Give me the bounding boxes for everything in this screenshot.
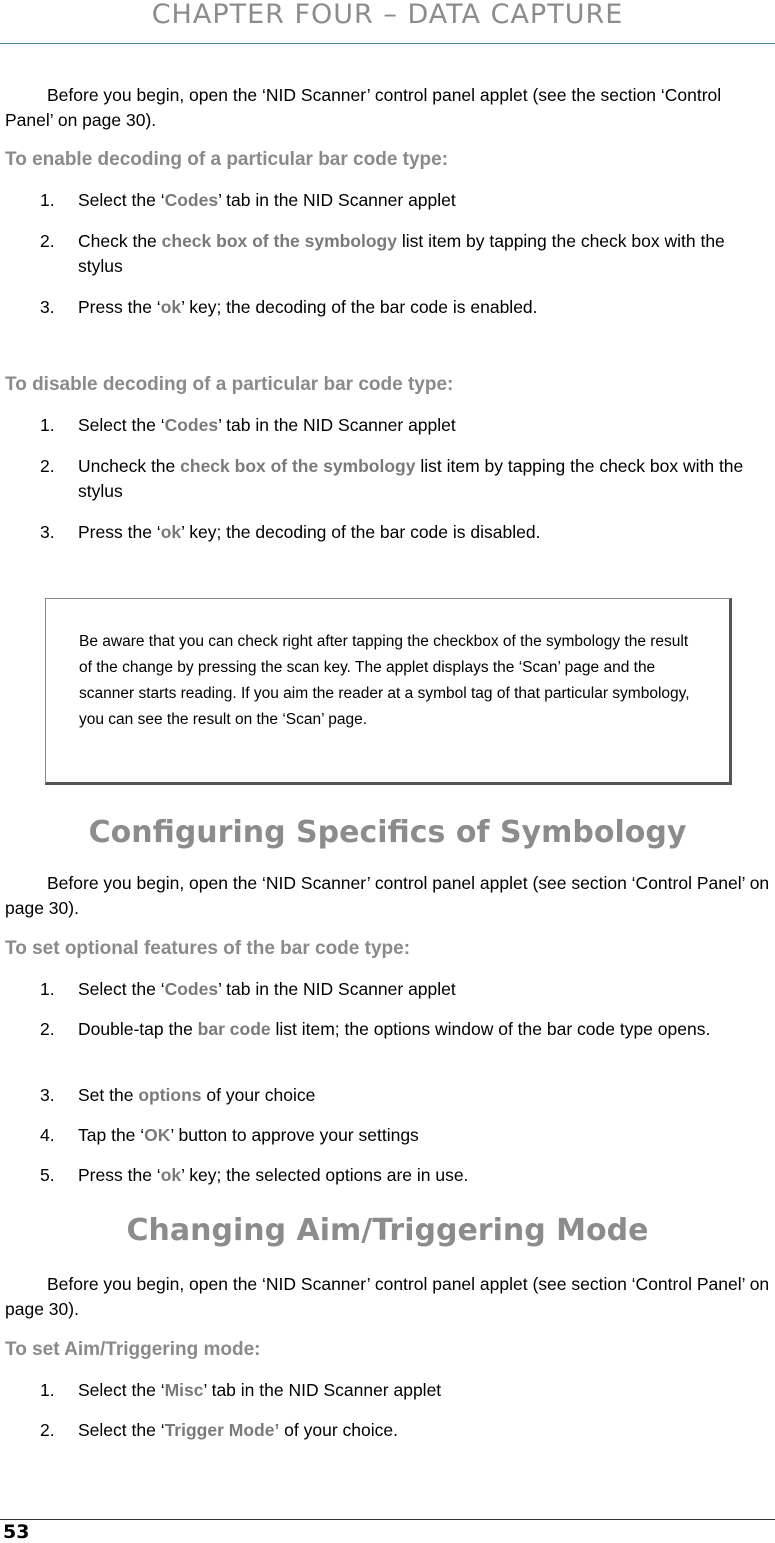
disable-heading: To disable decoding of a particular bar code type: <box>5 374 454 395</box>
chapter-title: CHAPTER FOUR – DATA CAPTURE <box>151 0 624 30</box>
step-text: Check the check box of the symbology list item by tapping the check box with the stylus <box>78 231 725 276</box>
step-text: Double-tap the bar code list item; the options window of the bar code type opens. <box>78 1019 711 1039</box>
step-number: 3. <box>40 1085 55 1105</box>
step-number: 4. <box>40 1125 55 1145</box>
step-text: Tap the ‘OK’ button to approve your settings <box>78 1125 419 1145</box>
step-number: 1. <box>40 190 55 210</box>
step-number: 5. <box>40 1165 55 1185</box>
footer-divider <box>0 1519 775 1520</box>
section-title-aim: Changing Aim/Triggering Mode <box>126 1213 649 1248</box>
step-text: Select the ‘Misc’ tab in the NID Scanner applet <box>78 1380 442 1400</box>
step-number: 3. <box>40 297 55 317</box>
page-number: 53 <box>3 1521 30 1543</box>
header-divider <box>0 43 775 44</box>
step-number: 2. <box>40 1019 55 1039</box>
step-text: Select the ‘Codes’ tab in the NID Scanner applet <box>78 979 456 999</box>
specifics-intro: Before you begin, open the ‘NID Scanner’ control panel applet (see section ‘Control Panel’ on page 30). <box>5 873 770 918</box>
step-text: Press the ‘ok’ key; the decoding of the bar code is enabled. <box>78 297 538 317</box>
aim-intro: Before you begin, open the ‘NID Scanner’ control panel applet (see section ‘Control Panel’ on page 30). <box>5 1274 770 1319</box>
step-number: 2. <box>40 1420 55 1440</box>
step-number: 1. <box>40 979 55 999</box>
specifics-heading: To set optional features of the bar code type: <box>5 938 411 959</box>
step-text: Uncheck the check box of the symbology list item by tapping the check box with the stylus <box>78 456 744 501</box>
step-text: Set the options of your choice <box>78 1085 316 1105</box>
step-text: Select the ‘Codes’ tab in the NID Scanner applet <box>78 415 456 435</box>
step-text: Press the ‘ok’ key; the selected options are in use. <box>78 1165 469 1185</box>
intro-paragraph: Before you begin, open the ‘NID Scanner’ control panel applet (see the section ‘Control Panel’ on page 30). <box>5 85 722 130</box>
aim-heading: To set Aim/Triggering mode: <box>5 1339 261 1360</box>
step-text: Select the ‘Codes’ tab in the NID Scanner applet <box>78 190 456 210</box>
step-number: 3. <box>40 522 55 542</box>
step-number: 2. <box>40 231 55 251</box>
step-number: 1. <box>40 1380 55 1400</box>
note-box <box>45 598 732 785</box>
step-text: Select the ‘Trigger Mode’ of your choice. <box>78 1420 398 1440</box>
step-number: 2. <box>40 456 55 476</box>
step-number: 1. <box>40 415 55 435</box>
enable-heading: To enable decoding of a particular bar code type: <box>5 149 449 170</box>
step-text: Press the ‘ok’ key; the decoding of the bar code is disabled. <box>78 522 541 542</box>
section-title-specifics: Configuring Specifics of Symbology <box>88 815 687 850</box>
note-text: Be aware that you can check right after tapping the checkbox of the symbology the result of the change by pressing the scan key. The applet displays the ‘Scan’ page and the scanner starts reading. If you aim the reader at a symbol tag of that particular symbology, you can see the result on the ‘Scan’ page. <box>79 633 690 728</box>
